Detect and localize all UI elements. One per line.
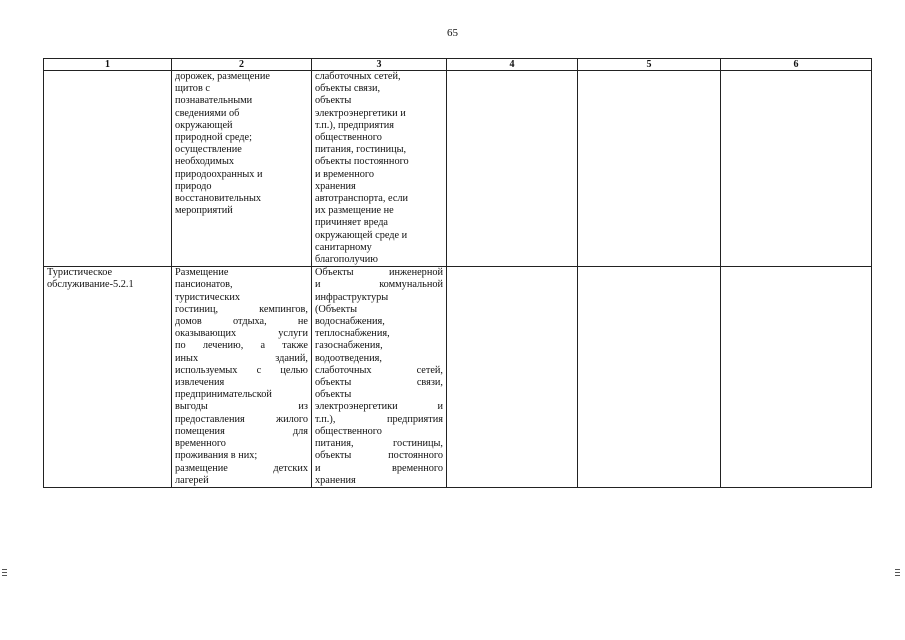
cell-text-line: благополучию <box>315 254 378 266</box>
cell-text-line: проживания в них; <box>175 450 258 462</box>
left-margin-mark <box>2 569 8 579</box>
cell-text-line: слаботочных сетей, <box>315 364 443 376</box>
cell-text-line: хранения <box>315 474 356 486</box>
cell-text-line: по лечению, а также <box>175 340 308 352</box>
cell-text-line: т.п.), предприятия <box>315 119 394 131</box>
row1-col6-cell <box>721 71 872 267</box>
cell-text-line: и коммунальной <box>315 279 443 291</box>
cell-text-line: выгоды из <box>175 401 308 413</box>
header-col-5: 5 <box>578 59 721 71</box>
cell-text-line: объекты <box>315 389 352 401</box>
page-number: 65 <box>447 27 458 39</box>
row2-col4-cell <box>447 267 578 488</box>
cell-text-line: восстановительных <box>175 193 262 205</box>
cell-text-line: объекты связи, <box>315 377 443 389</box>
cell-text-line: домов отдыха, не <box>175 316 308 328</box>
header-col-4: 4 <box>447 59 578 71</box>
cell-text-line: питания, гостиницы, <box>315 438 443 450</box>
table-header-row <box>44 59 872 71</box>
cell-text-line: обслуживание-5.2.1 <box>47 279 134 291</box>
cell-text-line: водоотведения, <box>315 352 382 364</box>
row2-auxiliary-uses-cell <box>312 267 447 488</box>
cell-text-line: питания, гостиницы, <box>315 144 407 156</box>
cell-text-line: инфраструктуры <box>315 291 389 303</box>
cell-text-line: и временного <box>315 462 443 474</box>
row1-use-type-cell <box>44 71 172 267</box>
cell-text-line: Объекты инженерной <box>315 267 443 279</box>
cell-text-line: используемых с целью <box>175 364 308 376</box>
table-row <box>44 267 872 488</box>
cell-text-line: окружающей среде и <box>315 229 408 241</box>
cell-text-line: автотранспорта, если <box>315 193 409 205</box>
row1-col5-cell <box>578 71 721 267</box>
row1-auxiliary-uses-cell <box>312 71 447 267</box>
row2-col6-cell <box>721 267 872 488</box>
cell-text-line: объекты постоянного <box>315 450 443 462</box>
cell-text-line: пансионатов, <box>175 279 233 291</box>
row2-col5-cell <box>578 267 721 488</box>
cell-text-line: оказывающих услуги <box>175 328 308 340</box>
cell-text-line: газоснабжения, <box>315 340 383 352</box>
cell-text-line: мероприятий <box>175 205 233 217</box>
cell-text-line: сведениями об <box>175 107 240 119</box>
cell-text-line: объекты постоянного <box>315 156 409 168</box>
cell-text-line: хранения <box>315 180 356 192</box>
cell-text-line: природной среде; <box>175 132 252 144</box>
cell-text-line: помещения для <box>175 425 308 437</box>
header-col-2: 2 <box>172 59 312 71</box>
header-col-6: 6 <box>721 59 872 71</box>
cell-text-line: туристических <box>175 291 240 303</box>
cell-text-line: предпринимательской <box>175 389 272 401</box>
right-margin-mark <box>895 569 901 579</box>
cell-text-line: т.п.), предприятия <box>315 413 443 425</box>
row2-description-cell <box>172 267 312 488</box>
row2-use-type-cell <box>44 267 172 488</box>
cell-text-line: лагерей <box>175 474 209 486</box>
cell-text-line: и временного <box>315 168 375 180</box>
cell-text-line: щитов с <box>175 83 210 95</box>
cell-text-line: Туристическое <box>47 267 113 279</box>
cell-text-line: электроэнергетики и <box>315 401 443 413</box>
cell-text-line: познавательными <box>175 95 253 107</box>
header-col-1: 1 <box>44 59 172 71</box>
row1-description-cell <box>172 71 312 267</box>
cell-text-line: извлечения <box>175 377 225 389</box>
cell-text-line: электроэнергетики и <box>315 107 406 119</box>
cell-text-line: общественного <box>315 425 382 437</box>
cell-text-line: иных зданий, <box>175 352 308 364</box>
cell-text-line: Размещение <box>175 267 229 279</box>
cell-text-line: слаботочных сетей, <box>315 71 401 82</box>
cell-text-line: санитарному <box>315 241 372 253</box>
cell-text-line: общественного <box>315 132 382 144</box>
header-col-3: 3 <box>312 59 447 71</box>
cell-text-line: объекты <box>315 95 352 107</box>
cell-text-line: размещение детских <box>175 462 308 474</box>
cell-text-line: природо <box>175 180 212 192</box>
cell-text-line: окружающей <box>175 119 233 131</box>
row1-col4-cell <box>447 71 578 267</box>
table-row <box>44 71 872 267</box>
cell-text-line: объекты связи, <box>315 83 381 95</box>
cell-text-line: причиняет вреда <box>315 217 389 229</box>
cell-text-line: временного <box>175 438 226 450</box>
cell-text-line: теплоснабжения, <box>315 328 390 340</box>
cell-text-line: гостиниц, кемпингов, <box>175 303 308 315</box>
cell-text-line: водоснабжения, <box>315 316 385 328</box>
cell-text-line: их размещение не <box>315 205 394 217</box>
cell-text-line: осуществление <box>175 144 242 156</box>
cell-text-line: дорожек, размещение <box>175 71 270 82</box>
cell-text-line: природоохранных и <box>175 168 263 180</box>
cell-text-line: предоставления жилого <box>175 413 308 425</box>
cell-text-line: (Объекты <box>315 303 358 315</box>
regulations-table <box>43 58 872 488</box>
cell-text-line: необходимых <box>175 156 235 168</box>
